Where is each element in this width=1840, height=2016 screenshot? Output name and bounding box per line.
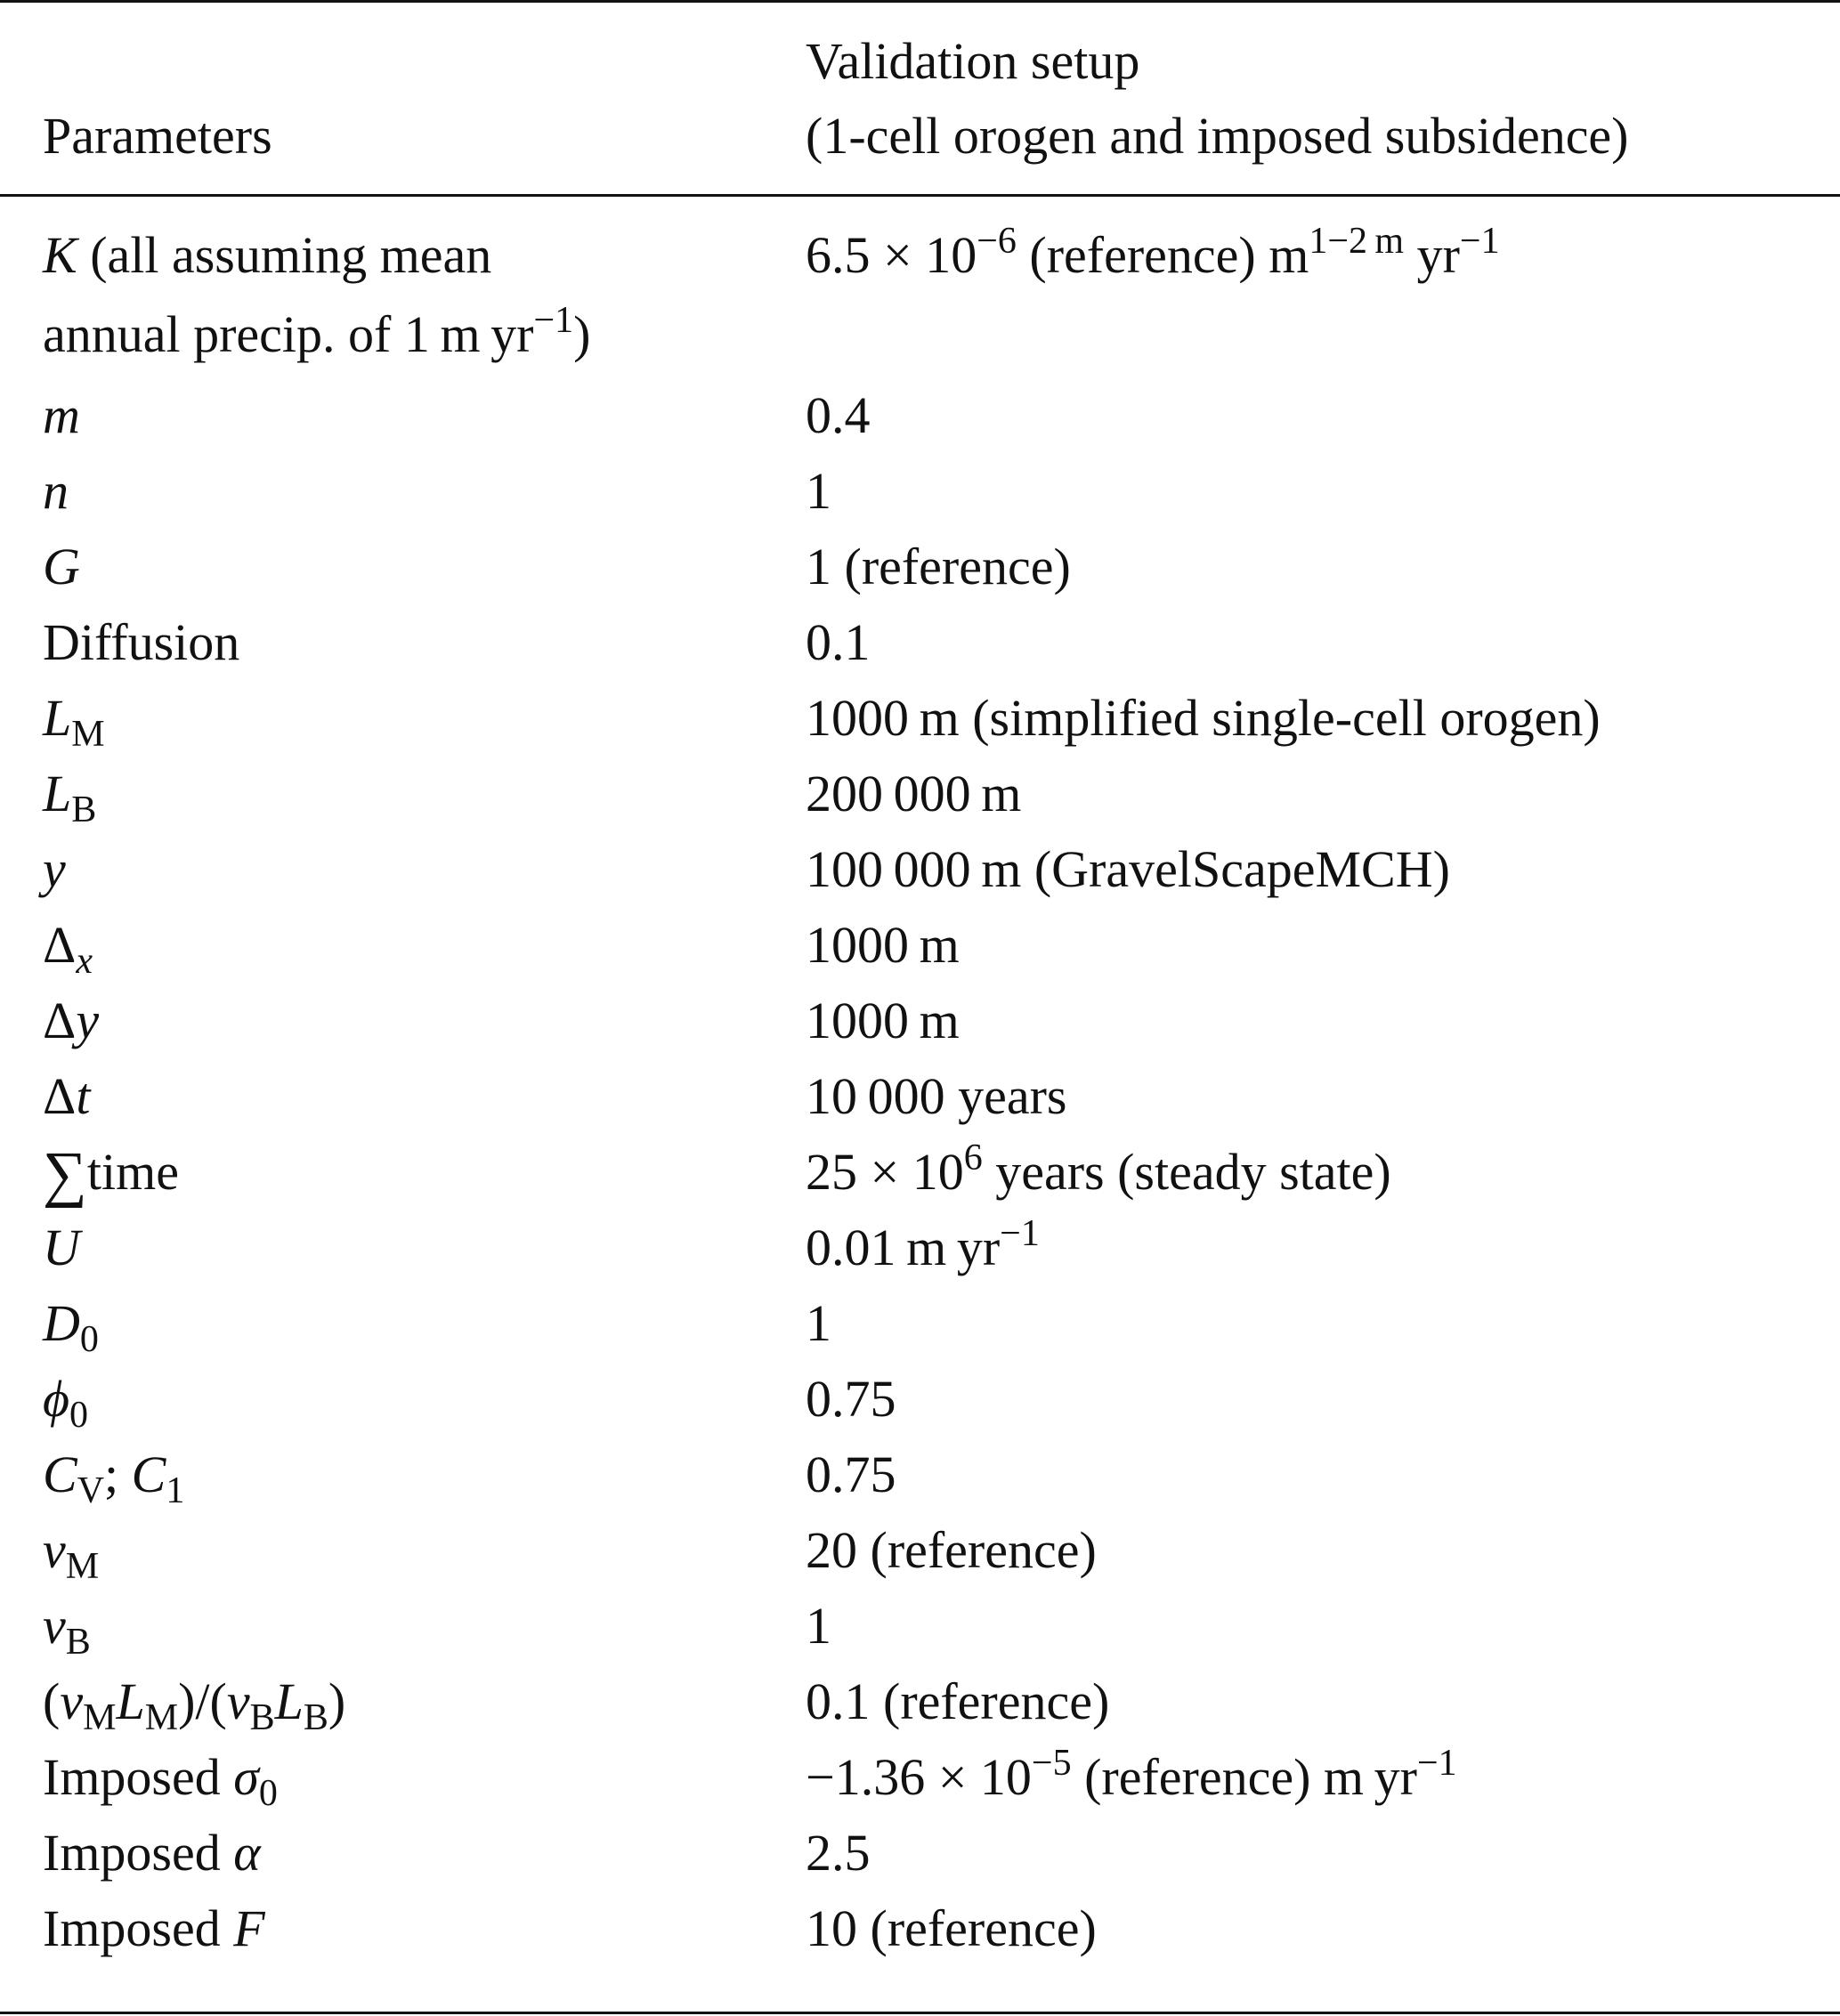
param-ratio bbox=[43, 1672, 346, 1738]
var-nu: ν bbox=[60, 1672, 84, 1730]
value-delta-y: 1000 m bbox=[806, 992, 960, 1049]
param-k-line2 bbox=[43, 300, 591, 363]
delta-symbol: Δ bbox=[43, 916, 77, 974]
value-d0: 1 bbox=[806, 1294, 831, 1352]
param-u: U bbox=[43, 1219, 80, 1276]
param-delta-x bbox=[43, 916, 93, 982]
value-l-m: 1000 m (simplified single-cell orogen) bbox=[806, 689, 1601, 747]
value-sigma-yr-exp: −1 bbox=[1416, 1743, 1457, 1784]
param-diffusion: Diffusion bbox=[43, 613, 240, 671]
value-u-pre: 0.01 m yr bbox=[806, 1219, 1001, 1276]
param-k-line2-text: annual precip. of 1 m yr bbox=[43, 305, 534, 363]
value-k-pre: 6.5 × 10 bbox=[806, 226, 977, 284]
imposed-label: Imposed bbox=[43, 1748, 234, 1806]
param-k bbox=[43, 226, 492, 284]
value-diffusion: 0.1 bbox=[806, 613, 871, 671]
param-imposed-alpha bbox=[43, 1824, 261, 1882]
value-k-mid: (reference) m bbox=[1016, 226, 1309, 284]
sub-0: 0 bbox=[79, 1319, 99, 1360]
var-c: C bbox=[43, 1445, 77, 1503]
param-k-line2-exp: −1 bbox=[533, 300, 574, 341]
param-time-text: time bbox=[86, 1143, 179, 1201]
value-k bbox=[806, 221, 1500, 284]
sub-m: M bbox=[83, 1697, 117, 1738]
value-time-post: years (steady state) bbox=[982, 1143, 1391, 1201]
sub-m: M bbox=[144, 1697, 179, 1738]
value-imposed-sigma0 bbox=[806, 1743, 1457, 1806]
value-sigma-pre: −1.36 × 10 bbox=[806, 1748, 1032, 1806]
sub-x: x bbox=[76, 941, 93, 982]
var-nu: ν bbox=[43, 1597, 66, 1655]
var-l: L bbox=[43, 689, 72, 747]
param-m: m bbox=[43, 386, 80, 444]
value-k-unit-exp: 1−2 m bbox=[1309, 221, 1405, 262]
value-imposed-alpha: 2.5 bbox=[806, 1824, 871, 1882]
var-phi: ϕ bbox=[43, 1370, 70, 1428]
value-g: 1 (reference) bbox=[806, 538, 1071, 595]
value-u bbox=[806, 1213, 1040, 1276]
sub-v: V bbox=[77, 1470, 105, 1511]
value-ratio: 0.1 (reference) bbox=[806, 1672, 1110, 1730]
var-l: L bbox=[116, 1672, 145, 1730]
var-k: K bbox=[43, 226, 77, 284]
paren: ) bbox=[328, 1672, 346, 1730]
sub-b: B bbox=[303, 1697, 328, 1738]
value-sigma-mid: (reference) m yr bbox=[1071, 1748, 1417, 1806]
table-top-rule bbox=[0, 0, 1840, 3]
param-phi0 bbox=[43, 1370, 89, 1436]
value-k-mid2: yr bbox=[1404, 226, 1460, 284]
sub-b: B bbox=[249, 1697, 275, 1738]
var-nu: ν bbox=[43, 1521, 66, 1579]
table-bottom-rule bbox=[0, 2012, 1840, 2014]
var-d: D bbox=[43, 1294, 80, 1352]
param-delta-y bbox=[43, 992, 100, 1049]
delta-symbol: Δ bbox=[43, 992, 77, 1049]
param-imposed-f bbox=[43, 1899, 265, 1957]
param-y: y bbox=[43, 840, 66, 898]
var-sigma: σ bbox=[233, 1748, 259, 1806]
var-nu: ν bbox=[226, 1672, 250, 1730]
value-delta-x: 1000 m bbox=[806, 916, 960, 974]
param-l-m bbox=[43, 689, 105, 755]
sub-0: 0 bbox=[69, 1395, 89, 1436]
param-delta-t bbox=[43, 1067, 91, 1125]
sub-m: M bbox=[71, 714, 105, 755]
sub-0: 0 bbox=[258, 1773, 278, 1814]
imposed-label: Imposed bbox=[43, 1824, 234, 1882]
delta-symbol: Δ bbox=[43, 1067, 77, 1125]
value-nu-b: 1 bbox=[806, 1597, 831, 1655]
param-k-text: (all assuming mean bbox=[77, 226, 492, 284]
value-sigma-exp: −5 bbox=[1031, 1743, 1072, 1784]
value-sum-time bbox=[806, 1138, 1391, 1201]
var-y: y bbox=[76, 992, 100, 1049]
value-cv-c1: 0.75 bbox=[806, 1445, 896, 1503]
value-y: 100 000 m (GravelScapeMCH) bbox=[806, 840, 1450, 898]
value-time-pre: 25 × 10 bbox=[806, 1143, 964, 1201]
value-n: 1 bbox=[806, 462, 831, 520]
value-l-b: 200 000 m bbox=[806, 765, 1022, 822]
sub-1: 1 bbox=[166, 1470, 185, 1511]
param-l-b bbox=[43, 765, 97, 830]
sub-b: B bbox=[71, 789, 97, 830]
sub-b: B bbox=[65, 1622, 91, 1663]
separator: ; bbox=[104, 1445, 132, 1503]
param-nu-m bbox=[43, 1521, 100, 1587]
header-parameters: Parameters bbox=[43, 107, 272, 165]
value-time-exp: 6 bbox=[963, 1138, 983, 1178]
value-k-exp: −6 bbox=[977, 221, 1017, 262]
param-n: n bbox=[43, 462, 69, 520]
sub-m: M bbox=[65, 1546, 100, 1587]
paren: ( bbox=[43, 1672, 61, 1730]
value-m: 0.4 bbox=[806, 386, 871, 444]
value-nu-m: 20 (reference) bbox=[806, 1521, 1097, 1579]
value-k-yr-exp: −1 bbox=[1459, 221, 1500, 262]
param-cv-c1 bbox=[43, 1445, 185, 1511]
value-phi0: 0.75 bbox=[806, 1370, 896, 1428]
param-sum-time bbox=[43, 1140, 179, 1209]
var-c2: C bbox=[131, 1445, 166, 1503]
imposed-label: Imposed bbox=[43, 1899, 234, 1957]
param-d0 bbox=[43, 1294, 99, 1360]
param-k-line2-close: ) bbox=[573, 305, 591, 363]
header-rule bbox=[0, 194, 1840, 197]
value-delta-t: 10 000 years bbox=[806, 1067, 1067, 1125]
var-alpha: α bbox=[233, 1824, 261, 1882]
divide: )/( bbox=[178, 1672, 227, 1730]
param-imposed-sigma0 bbox=[43, 1748, 278, 1814]
param-nu-b bbox=[43, 1597, 91, 1663]
header-value-line1: Validation setup bbox=[806, 32, 1140, 90]
var-l: L bbox=[43, 765, 72, 822]
param-g: G bbox=[43, 538, 80, 595]
header-value-line2: (1-cell orogen and imposed subsidence) bbox=[806, 107, 1629, 165]
var-f: F bbox=[233, 1899, 265, 1957]
var-l: L bbox=[274, 1672, 304, 1730]
var-t: t bbox=[76, 1067, 91, 1125]
value-imposed-f: 10 (reference) bbox=[806, 1899, 1097, 1957]
sum-symbol: ∑ bbox=[43, 1140, 87, 1209]
value-u-exp: −1 bbox=[1000, 1213, 1040, 1254]
